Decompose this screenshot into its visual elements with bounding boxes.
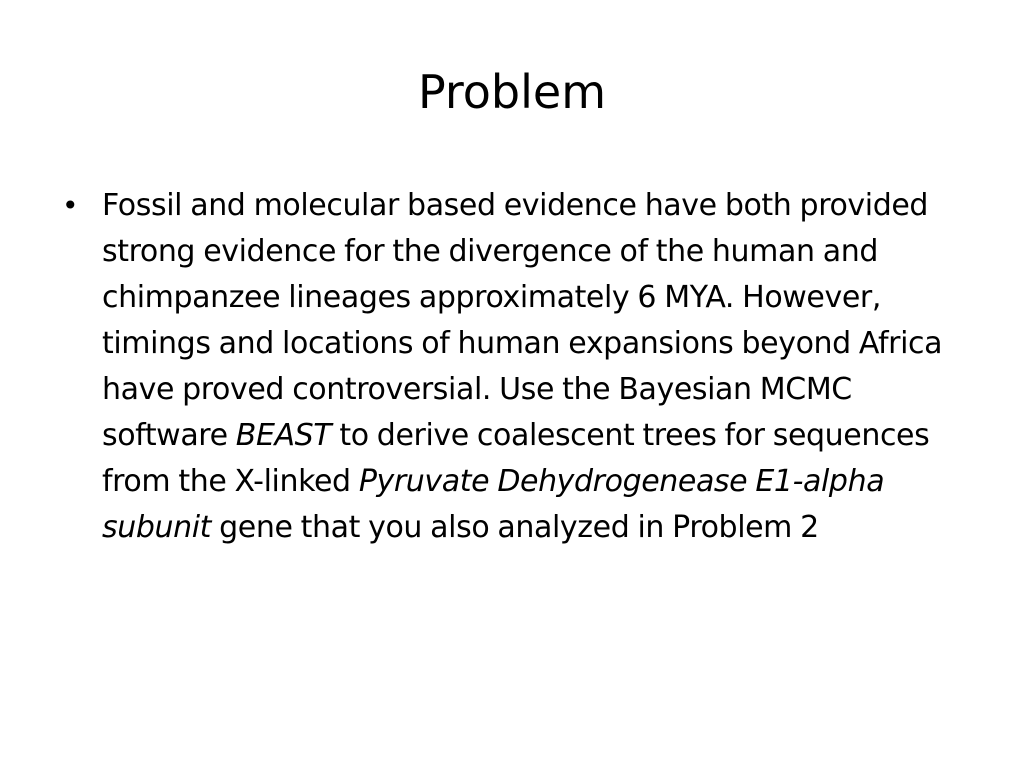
bullet-text-segment: to derive coalescent trees for sequences from the X-linked xyxy=(102,418,930,499)
bullet-list xyxy=(60,183,970,551)
bullet-marker-icon: • xyxy=(62,189,79,222)
bullet-text-segment: Fossil and molecular based evidence have both provided strong evidence for the divergence of the human and chimpanzee lineages approximately 6 MYA. However, timings and locations of human expansions beyond Africa have proved controversial. Use the Bayesian MCMC software xyxy=(102,188,943,453)
gene-name: Pyruvate Dehydrogenease E1-alpha subunit xyxy=(102,464,885,545)
bullet-text-segment: gene that you also analyzed in Problem 2 xyxy=(211,510,819,545)
software-name: BEAST xyxy=(235,418,332,453)
bullet-item xyxy=(60,183,970,551)
slide-title: Problem xyxy=(417,65,607,119)
bullet-text xyxy=(102,188,942,545)
